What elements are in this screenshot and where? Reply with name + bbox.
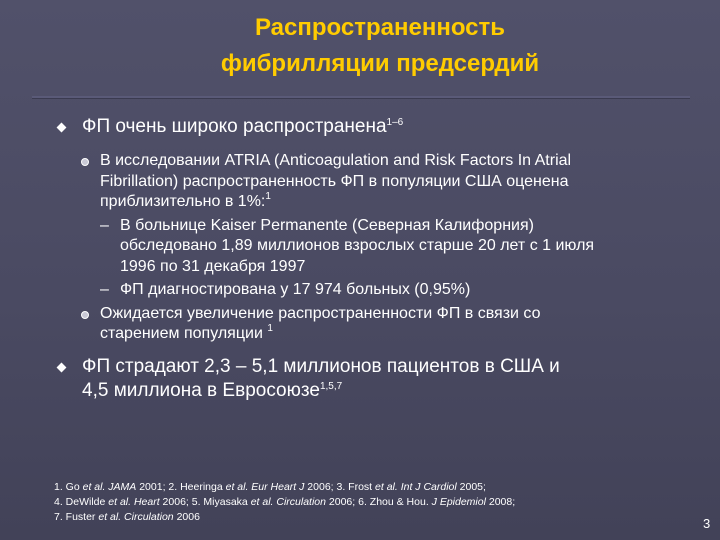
references — [54, 480, 654, 525]
round-bullet-icon — [81, 158, 89, 166]
slide-title — [60, 10, 700, 82]
bullet-1-2 — [48, 304, 688, 345]
slide-title-line-2: фибрилляции предсердий — [220, 50, 540, 77]
bullet-1-1-2 — [48, 280, 688, 301]
bullet-1-2-line-1: Ожидается увеличение распространенности ФП в связи со — [100, 304, 541, 322]
bullet-1-1-line-2: Fibrillation) распространенность ФП в популяции США оценена — [100, 172, 569, 190]
bullet-1-2-ref: 1 — [267, 323, 273, 334]
bullet-1-1-ref: 1 — [265, 191, 271, 202]
bullet-1-1-1-line-3: 1996 по 31 декабря 1997 — [120, 257, 306, 275]
diamond-bullet-icon — [57, 362, 67, 372]
reference-line-3: 7. Fuster et al. Circulation 2006 — [54, 511, 200, 523]
bullet-2-ref: 1,5,7 — [319, 380, 343, 392]
bullet-2-line-2: 4,5 миллиона в Евросоюзе$^{1,5,7}$ — [82, 379, 343, 401]
bullet-1-1-2-text: ФП диагностирована у 17 974 больных (0,95%) — [120, 281, 471, 298]
bullet-1-1-line-1: В исследовании ATRIA (Anticoagulation and Risk Factors In Atrial — [100, 152, 572, 169]
bullet-1-1 — [48, 151, 688, 213]
bullet-list — [48, 115, 688, 403]
page-number: 3 — [703, 516, 711, 531]
bullet-1-1-line-3: приблизительно в 1%:$^1$ — [100, 191, 271, 210]
bullet-1-ref: 1–6 — [386, 117, 404, 128]
bullet-2 — [48, 355, 688, 403]
bullet-1-1-1-line-2: обследовано 1,89 миллионов взрослых старше 20 лет с 1 июля — [120, 237, 595, 254]
bullet-1-2-line-2: старением популяции $^1$ — [100, 323, 273, 342]
bullet-1-text: ФП очень широко распространена — [82, 116, 387, 137]
diamond-bullet-icon — [57, 123, 67, 133]
slide-title-line-1: Распространенность — [254, 14, 506, 41]
round-bullet-icon — [81, 311, 89, 319]
bullet-1-1-1-line-1: В больнице Kaiser Permanente (Северная Калифорния) — [120, 216, 534, 234]
title-divider — [32, 96, 690, 99]
reference-line-1: 1. Go et al. JAMA 2001; 2. Heeringa et al. Eur Heart J 2006; 3. Frost et al. Int J Cardiol 2005; — [54, 481, 486, 493]
bullet-1-1-1 — [48, 216, 688, 278]
dash-bullet-icon: – — [100, 281, 109, 298]
dash-bullet-icon: – — [100, 216, 109, 234]
bullet-2-line-1: ФП страдают 2,3 – 5,1 миллионов пациентов в США и — [82, 355, 560, 377]
reference-line-2: 4. DeWilde et al. Heart 2006; 5. Miyasaka et al. Circulation 2006; 6. Zhou & Hou. J Epidemiol 2008; — [54, 496, 516, 508]
bullet-1 — [48, 115, 688, 139]
